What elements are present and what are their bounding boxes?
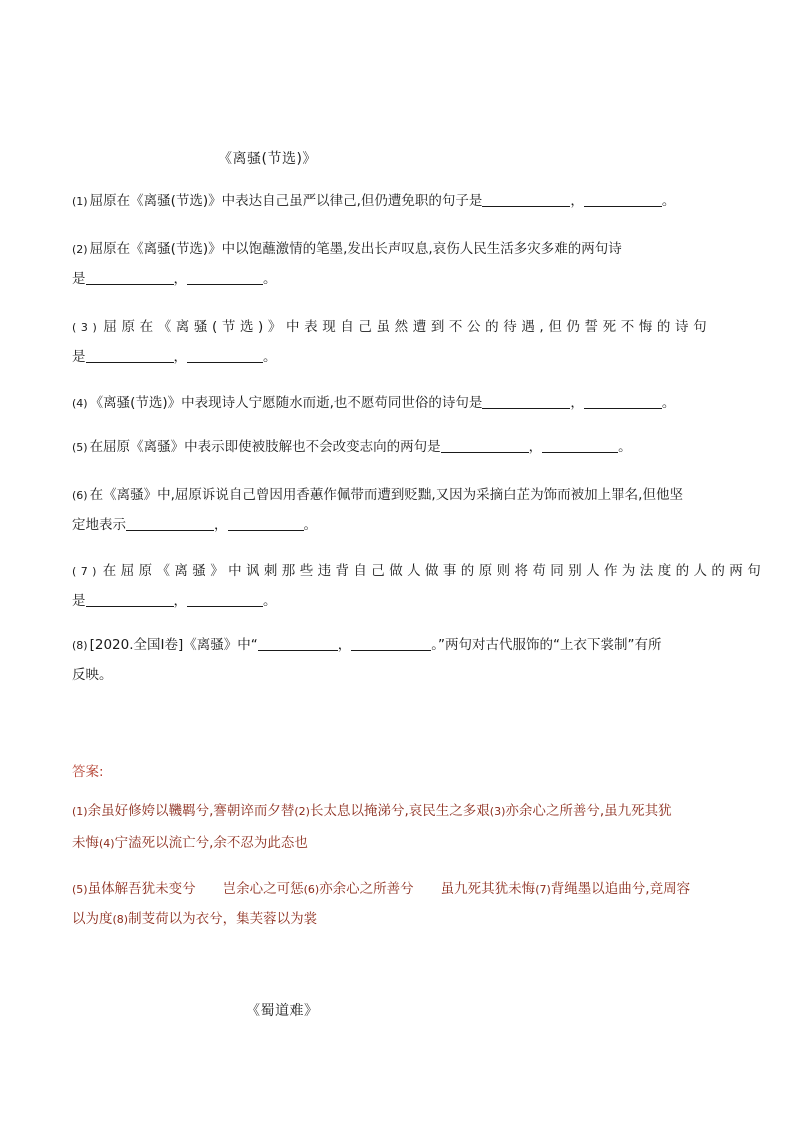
answer-blank[interactable] [441, 438, 529, 453]
answer-blank[interactable] [86, 270, 174, 285]
question-text: 屈原在《离骚(节选)》中表达自己虽严以律己,但仍遭免职的句子是 [89, 193, 483, 209]
question-text: 反映。 [72, 667, 113, 683]
question-1 [72, 182, 722, 221]
question-5 [72, 428, 722, 467]
answers-line-3 [72, 874, 722, 905]
question-number: (5) [72, 441, 88, 454]
answer-number: (8) [112, 913, 129, 926]
question-7-line2 [72, 582, 722, 620]
answer-number: (5) [72, 883, 88, 896]
answer-text: 亦余心之所善兮,虽九死其犹 [505, 803, 672, 819]
answer-blank[interactable] [187, 348, 263, 363]
answer-blank[interactable] [351, 636, 431, 651]
answer-number: (6) [303, 883, 320, 896]
question-6-line2 [72, 506, 722, 544]
answer-number: (1) [72, 805, 88, 818]
answer-text: 亦余心之所善兮 虽九死其犹未悔 [319, 881, 536, 897]
answer-blank[interactable] [187, 270, 263, 285]
terminator: 。 [263, 349, 277, 365]
answer-blank[interactable] [258, 636, 338, 651]
question-text: 《离骚(节选)》中表现诗人宁愿随水而逝,也不愿苟同世俗的诗句是 [89, 395, 483, 411]
question-text-tail: 。”两句对古代服饰的“上衣下裳制”有所 [431, 637, 662, 653]
terminator: 。 [263, 593, 277, 609]
answer-text: 以为度 [72, 911, 113, 927]
answer-blank[interactable] [86, 348, 174, 363]
question-text: [2020.全国Ⅰ卷]《离骚》中“ [89, 637, 258, 653]
terminator: 。 [263, 271, 277, 287]
question-8-line2 [72, 656, 722, 694]
terminator: 。 [661, 395, 676, 411]
terminator: 。 [661, 193, 676, 209]
answer-blank[interactable] [187, 592, 263, 607]
question-text: 在屈原《离骚》中表示即使被肢解也不会改变志向的两句是 [89, 439, 441, 455]
section-title-shudaonan: 《蜀道难》 [246, 1003, 319, 1019]
answers-line-1 [72, 796, 722, 827]
answer-text: 制芰荷以为衣兮，集芙蓉以为裳 [128, 911, 318, 927]
question-text: 是 [72, 271, 86, 287]
answer-text: 未悔 [72, 835, 99, 851]
question-text: 是 [72, 593, 86, 609]
question-number: (8) [72, 639, 88, 652]
question-text: 屈原在《离骚(节选)》中表现自己虽然遭到不公的待遇,但仍誓死不悔的诗句 [103, 319, 712, 335]
separator: ， [570, 193, 584, 209]
question-3-line2 [72, 338, 722, 376]
question-number: (4) [72, 397, 88, 410]
terminator: 。 [618, 439, 632, 455]
answer-number: (2) [294, 805, 310, 818]
section-title-lisao: 《离骚(节选)》 [218, 151, 317, 167]
separator: ， [173, 593, 187, 609]
question-text: 在屈原《离骚》中讽刺那些违背自己做人做事的原则将苟同别人作为法度的人的两句 [102, 563, 766, 579]
answer-text: 背绳墨以追曲兮,竞周容 [550, 881, 691, 897]
separator: ， [337, 637, 352, 653]
question-text: 定地表示 [72, 517, 126, 533]
question-number: (2) [72, 243, 88, 256]
separator: ， [173, 271, 187, 287]
question-number: (7) [72, 565, 101, 578]
answer-blank[interactable] [542, 438, 618, 453]
question-number: (1) [72, 195, 88, 208]
terminator: 。 [303, 517, 317, 533]
answers-line-4 [72, 904, 722, 935]
answer-number: (3) [489, 805, 506, 818]
answer-blank[interactable] [228, 516, 304, 531]
answer-number: (7) [535, 883, 551, 896]
question-text: 屈原在《离骚(节选)》中以饱蘸激情的笔墨,发出长声叹息,哀伤人民生活多灾多难的两句诗 [89, 241, 622, 257]
answer-text: 宁溘死以流亡兮,余不忍为此态也 [114, 835, 308, 851]
question-4 [72, 384, 722, 423]
answers-line-2 [72, 828, 722, 859]
answer-blank[interactable] [584, 394, 662, 409]
answer-number: (4) [99, 837, 115, 850]
question-text: 是 [72, 349, 86, 365]
question-text: 在《离骚》中,屈原诉说自己曾因用香蕙作佩带而遭到贬黜,又因为采摘白芷为饰而被加上罪名,但他坚 [89, 487, 683, 503]
answer-text: 长太息以掩涕兮,哀民生之多艰 [309, 803, 490, 819]
answer-blank[interactable] [584, 192, 662, 207]
answer-blank[interactable] [126, 516, 214, 531]
answer-blank[interactable] [482, 394, 570, 409]
separator: ， [570, 395, 584, 411]
answer-blank[interactable] [482, 192, 570, 207]
answer-text: 余虽好修姱以鞿羁兮,謇朝谇而夕替 [87, 803, 295, 819]
question-number: (3) [72, 321, 102, 334]
answer-blank[interactable] [86, 592, 174, 607]
separator: ， [214, 517, 228, 533]
answers-label: 答案: [72, 764, 104, 780]
answer-text: 虽体解吾犹未变兮 岂余心之可惩 [87, 881, 304, 897]
question-number: (6) [72, 489, 88, 502]
separator: ， [173, 349, 187, 365]
separator: ， [528, 439, 543, 455]
question-2-line2 [72, 260, 722, 298]
